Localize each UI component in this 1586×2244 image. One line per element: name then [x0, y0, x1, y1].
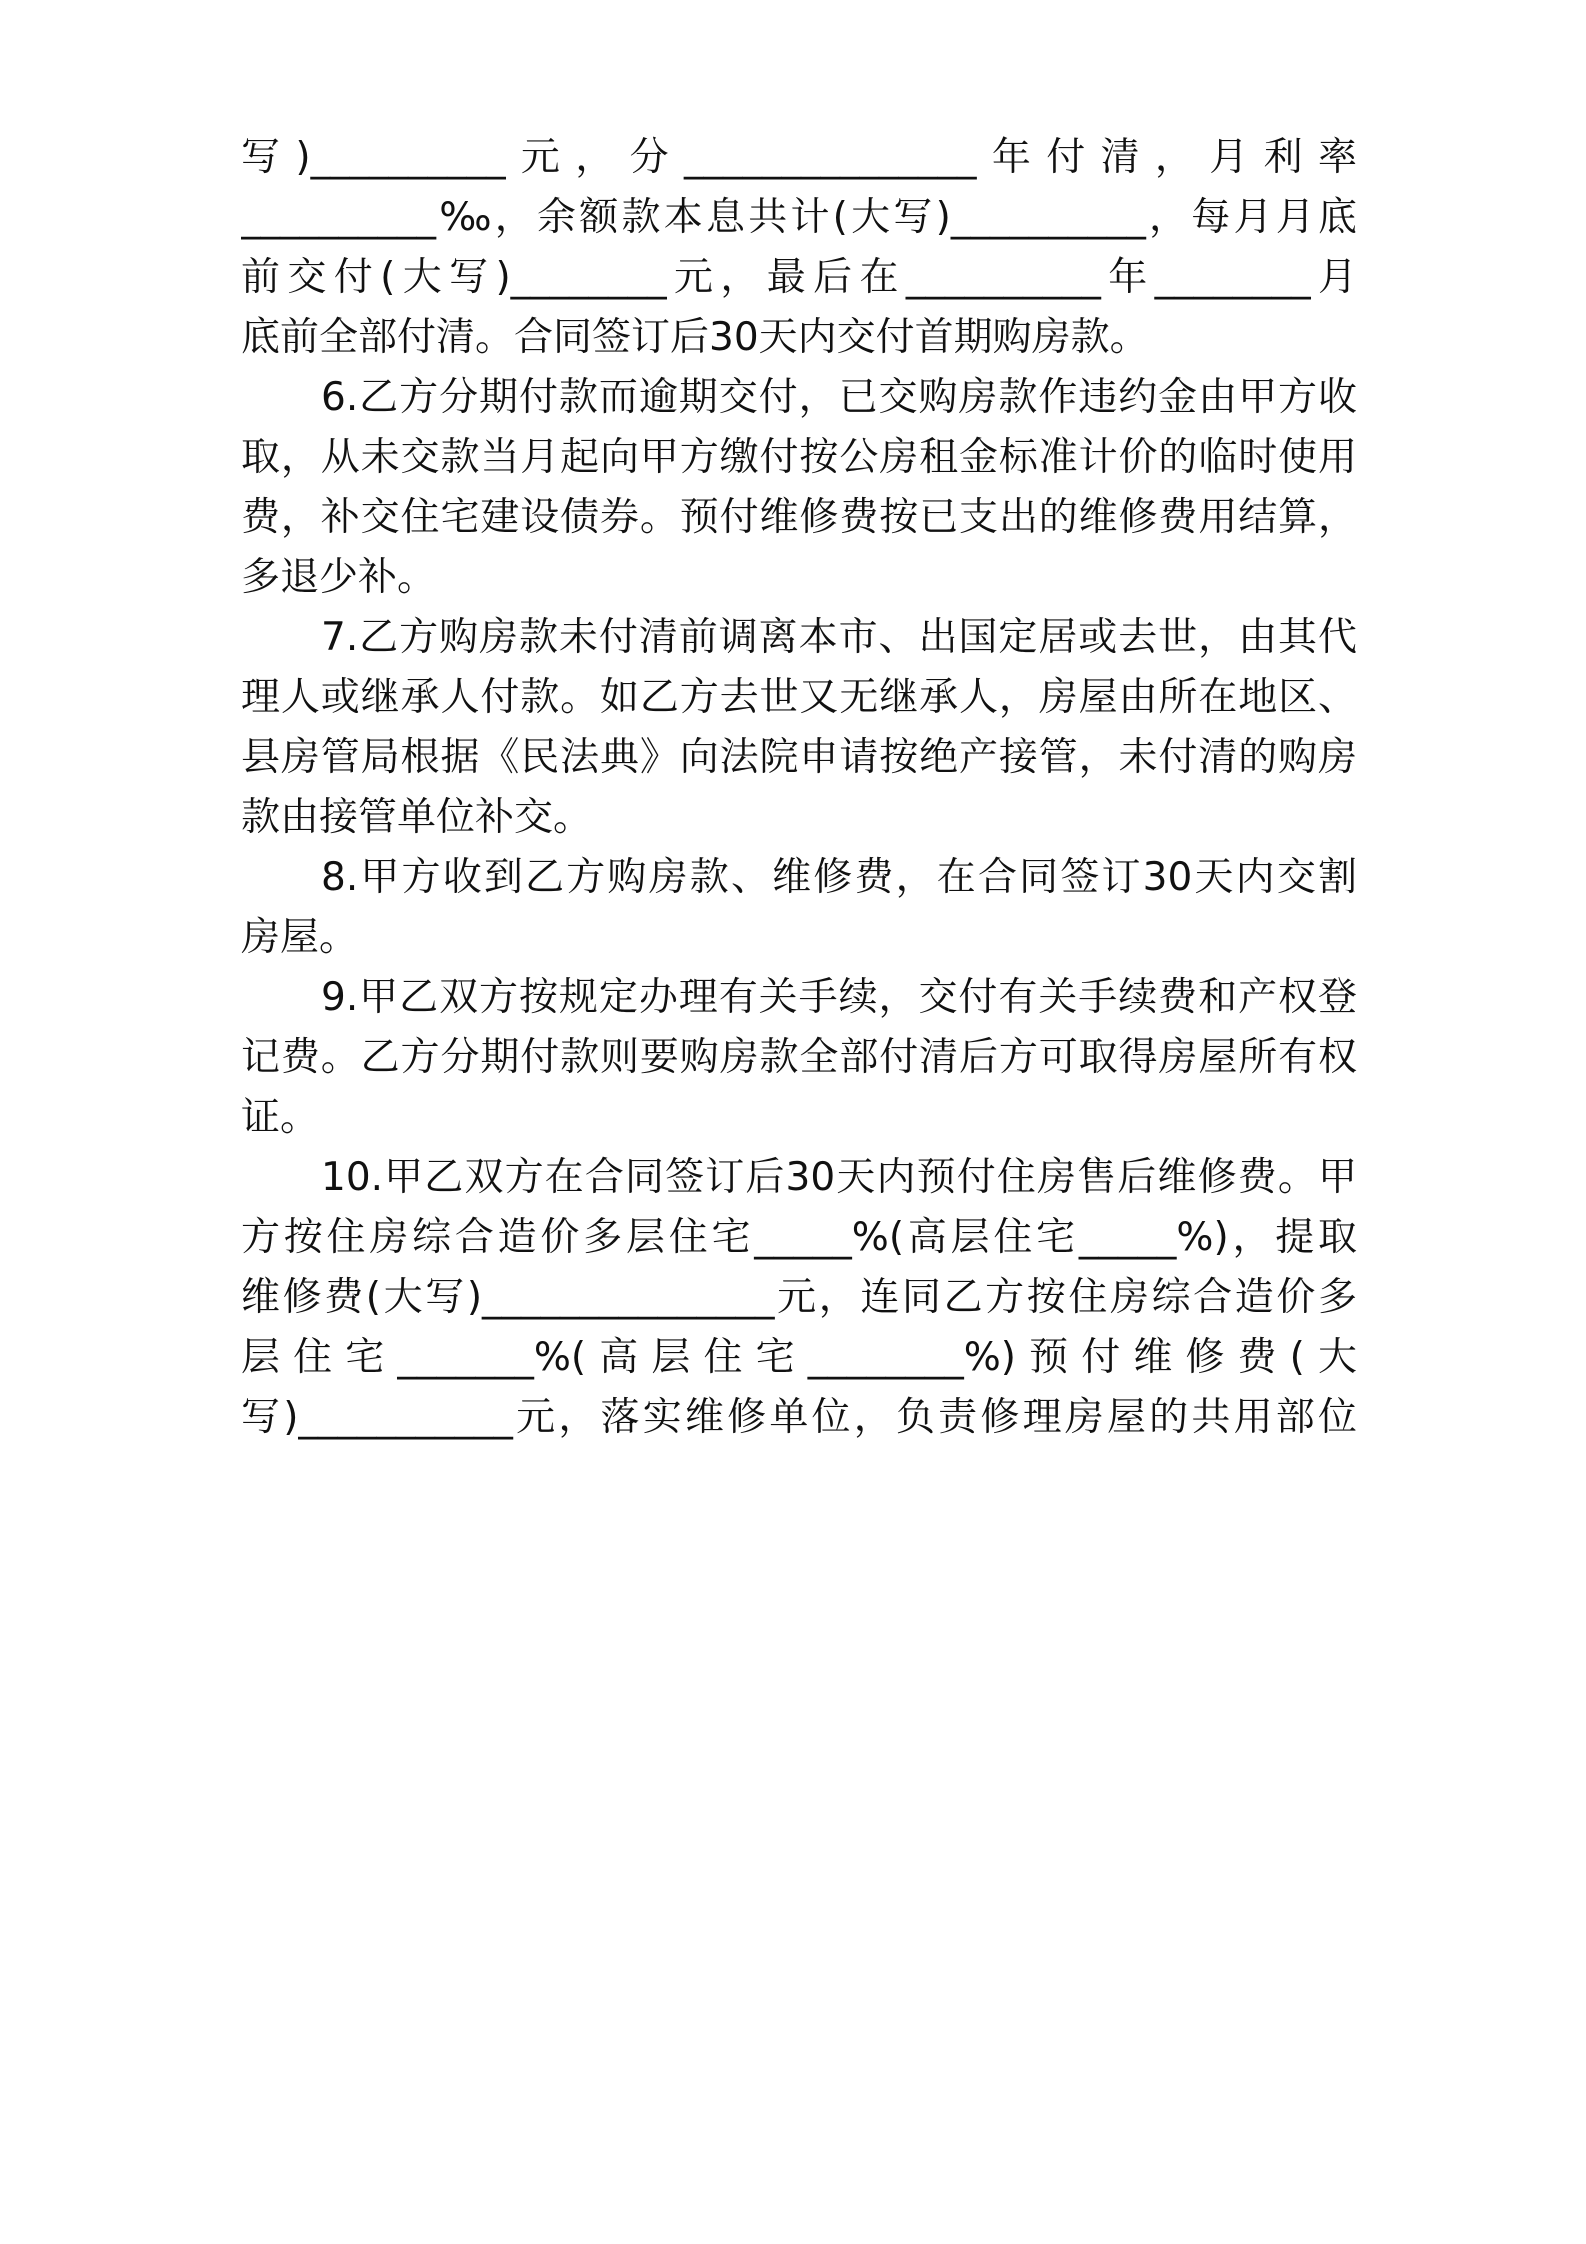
paragraph-9-line-3: 证。	[241, 1095, 320, 1140]
paragraph-7-line-4: 款由接管单位补交。	[241, 795, 593, 840]
paragraph-6-line-4: 多退少补。	[241, 555, 437, 600]
paragraph-7-line-1: 7.乙方购房款未付清前调离本市、出国定居或去世，由其代	[321, 615, 1357, 660]
paragraph-10-line-1: 10.甲乙双方在合同签订后30天内预付住房售后维修费。甲	[321, 1155, 1357, 1200]
paragraph-10-line-3: 维修费(大写)_______________元，连同乙方按住房综合造价多	[241, 1275, 1357, 1320]
paragraph-7-line-2: 理人或继承人付款。如乙方去世又无继承人，房屋由所在地区、	[241, 675, 1357, 720]
paragraph-7-line-3: 县房管局根据《民法典》向法院申请按绝产接管，未付清的购房	[241, 735, 1357, 780]
text-line-3: 前交付(大写)________元，最后在__________年________月	[241, 255, 1357, 300]
paragraph-9-line-2: 记费。乙方分期付款则要购房款全部付清后方可取得房屋所有权	[241, 1035, 1357, 1080]
paragraph-6-line-2: 取，从未交款当月起向甲方缴付按公房租金标准计价的临时使用	[241, 435, 1357, 480]
text-line-1: 写)__________元，分_______________年付清，月利率	[241, 135, 1357, 180]
paragraph-8-line-2: 房屋。	[241, 915, 359, 960]
paragraph-6-line-1: 6.乙方分期付款而逾期交付，已交购房款作违约金由甲方收	[321, 375, 1357, 420]
paragraph-6-line-3: 费，补交住宅建设债券。预付维修费按已支出的维修费用结算，	[241, 495, 1357, 540]
paragraph-10-line-2: 方按住房综合造价多层住宅_____%(高层住宅_____%)，提取	[241, 1215, 1357, 1260]
paragraph-10-line-4: 层住宅_______%(高层住宅________%)预付维修费(大	[241, 1335, 1357, 1380]
paragraph-8-line-1: 8.甲方收到乙方购房款、维修费，在合同签订30天内交割	[321, 855, 1357, 900]
text-line-2: __________‰，余额款本息共计(大写)__________，每月月底	[241, 195, 1357, 240]
paragraph-10-line-5: 写)___________元，落实维修单位，负责修理房屋的共用部位	[241, 1395, 1357, 1440]
text-line-4: 底前全部付清。合同签订后30天内交付首期购房款。	[241, 315, 1149, 360]
paragraph-9-line-1: 9.甲乙双方按规定办理有关手续，交付有关手续费和产权登	[321, 975, 1357, 1020]
